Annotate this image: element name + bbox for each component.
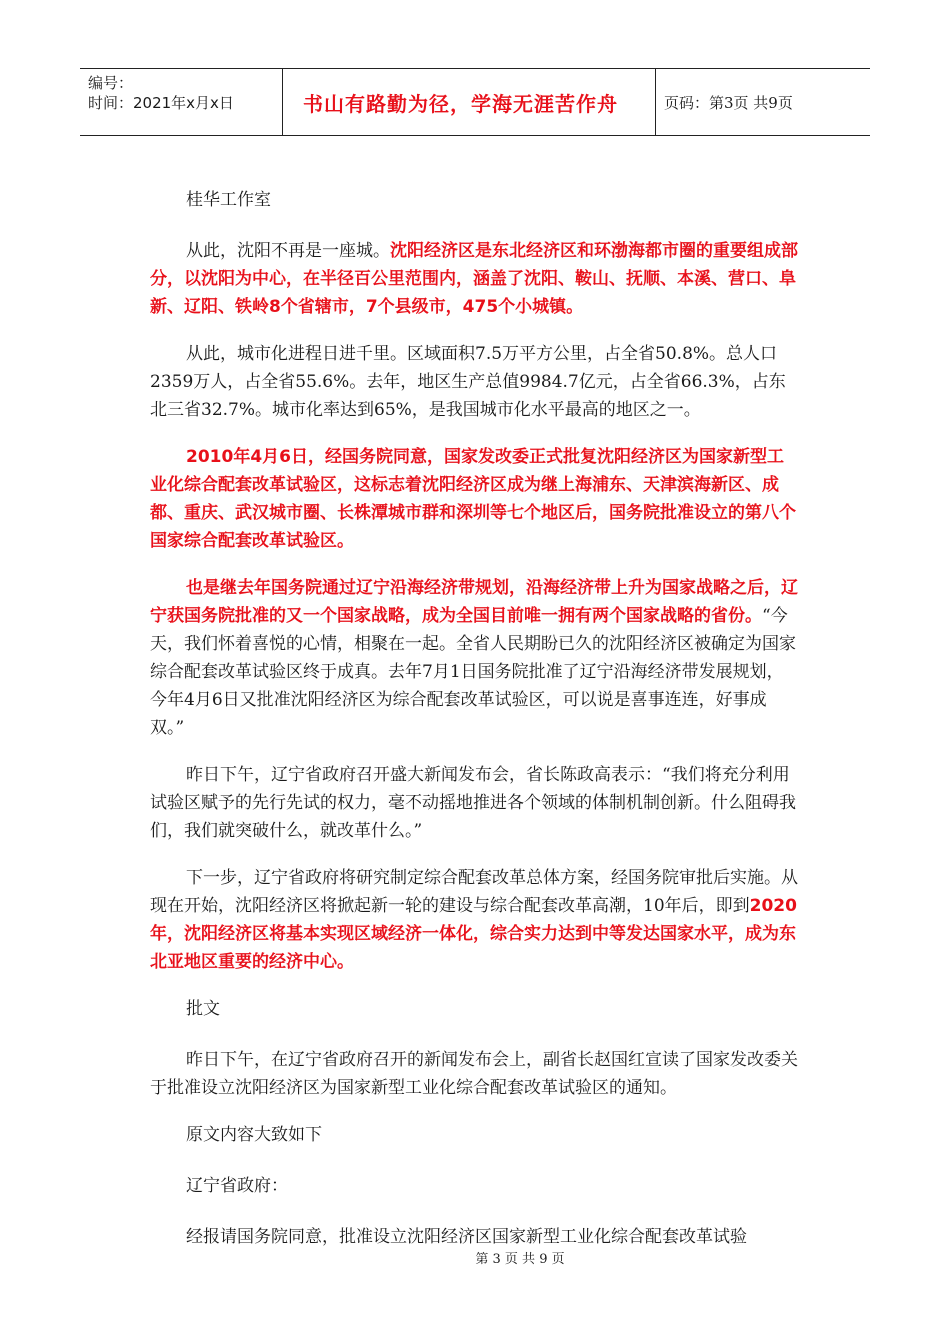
paragraph-2 [150, 340, 800, 424]
paragraph-11 [150, 1223, 800, 1251]
paragraph-9 [150, 1121, 800, 1149]
text-segment: 辽宁省政府： [186, 1176, 288, 1196]
document-date-label: 时间：2021年x月x日 [88, 94, 234, 112]
paragraph-10 [150, 1172, 800, 1200]
highlight-segment: 沈阳经济区是东北经济区和环渤海都市圈的重要组成部分，以沈阳为中心，在半径百公里范围内，涵盖了沈阳、鞍山、抚顺、本溪、营口、阜新、辽阳、铁岭8个省辖市，7个县级市，475个小城镇。 [150, 241, 798, 317]
paragraph-7 [150, 995, 800, 1023]
page-header [80, 68, 870, 136]
paragraph-5 [150, 761, 800, 845]
paragraph-3 [150, 443, 800, 555]
text-segment: 桂华工作室 [186, 190, 271, 210]
text-segment: 从此，沈阳不再是一座城。 [186, 241, 390, 261]
text-segment: 从此，城市化进程日进千里。区域面积7.5万平方公里，占全省50.8%。总人口2359万人，占全省55.6%。去年，地区生产总值9984.7亿元，占全省66.3%，占东北三省32.7%。城市化率达到65%，是我国城市化水平最高的地区之一。 [150, 344, 786, 420]
document-body [150, 186, 800, 1270]
text-segment: 昨日下午，辽宁省政府召开盛大新闻发布会，省长陈政高表示：“我们将充分利用试验区赋予的先行先试的权力，毫不动摇地推进各个领域的体制机制创新。什么阻碍我们，我们就突破什么，就改革什么。” [150, 765, 796, 841]
paragraph-1 [150, 237, 800, 321]
paragraph-0 [150, 186, 800, 214]
paragraph-6 [150, 864, 800, 976]
paragraph-4 [150, 574, 800, 742]
highlight-segment: 2020年，沈阳经济区将基本实现区域经济一体化，综合实力达到中等发达国家水平，成为东北亚地区重要的经济中心。 [150, 896, 797, 972]
text-segment: 昨日下午，在辽宁省政府召开的新闻发布会上，副省长赵国红宣读了国家发改委关于批准设立沈阳经济区为国家新型工业化综合配套改革试验区的通知。 [150, 1050, 798, 1098]
header-meta [80, 69, 283, 135]
text-segment: 批文 [186, 999, 220, 1019]
page-footer: 第 3 页 共 9 页 [475, 1252, 565, 1267]
header-motto: 书山有路勤为径，学海无涯苦作舟 [283, 69, 656, 135]
text-segment: 下一步，辽宁省政府将研究制定综合配套改革总体方案，经国务院审批后实施。从现在开始，沈阳经济区将掀起新一轮的建设与综合配套改革高潮，10年后，即到 [150, 868, 798, 916]
highlight-segment: 2010年4月6日，经国务院同意，国家发改委正式批复沈阳经济区为国家新型工业化综合配套改革试验区，这标志着沈阳经济区成为继上海浦东、天津滨海新区、成都、重庆、武汉城市圈、长株潭城市群和深圳等七个地区后，国务院批准设立的第八个国家综合配套改革试验区。 [150, 447, 796, 551]
highlight-segment: 也是继去年国务院通过辽宁沿海经济带规划，沿海经济带上升为国家战略之后，辽宁获国务院批准的又一个国家战略，成为全国目前唯一拥有两个国家战略的省份。 [150, 578, 798, 626]
paragraph-8 [150, 1046, 800, 1102]
header-page-label: 页码：第3页 共9页 [664, 93, 793, 112]
text-segment: 经报请国务院同意，批准设立沈阳经济区国家新型工业化综合配套改革试验 [186, 1227, 747, 1247]
text-segment: “今天，我们怀着喜悦的心情，相聚在一起。全省人民期盼已久的沈阳经济区被确定为国家综合配套改革试验区终于成真。去年7月1日国务院批准了辽宁沿海经济带发展规划，今年4月6日又批准沈阳经济区为综合配套改革试验区，可以说是喜事连连，好事成双。” [150, 606, 796, 738]
text-segment: 原文内容大致如下 [186, 1125, 322, 1145]
document-number-label: 编号： [88, 74, 134, 92]
